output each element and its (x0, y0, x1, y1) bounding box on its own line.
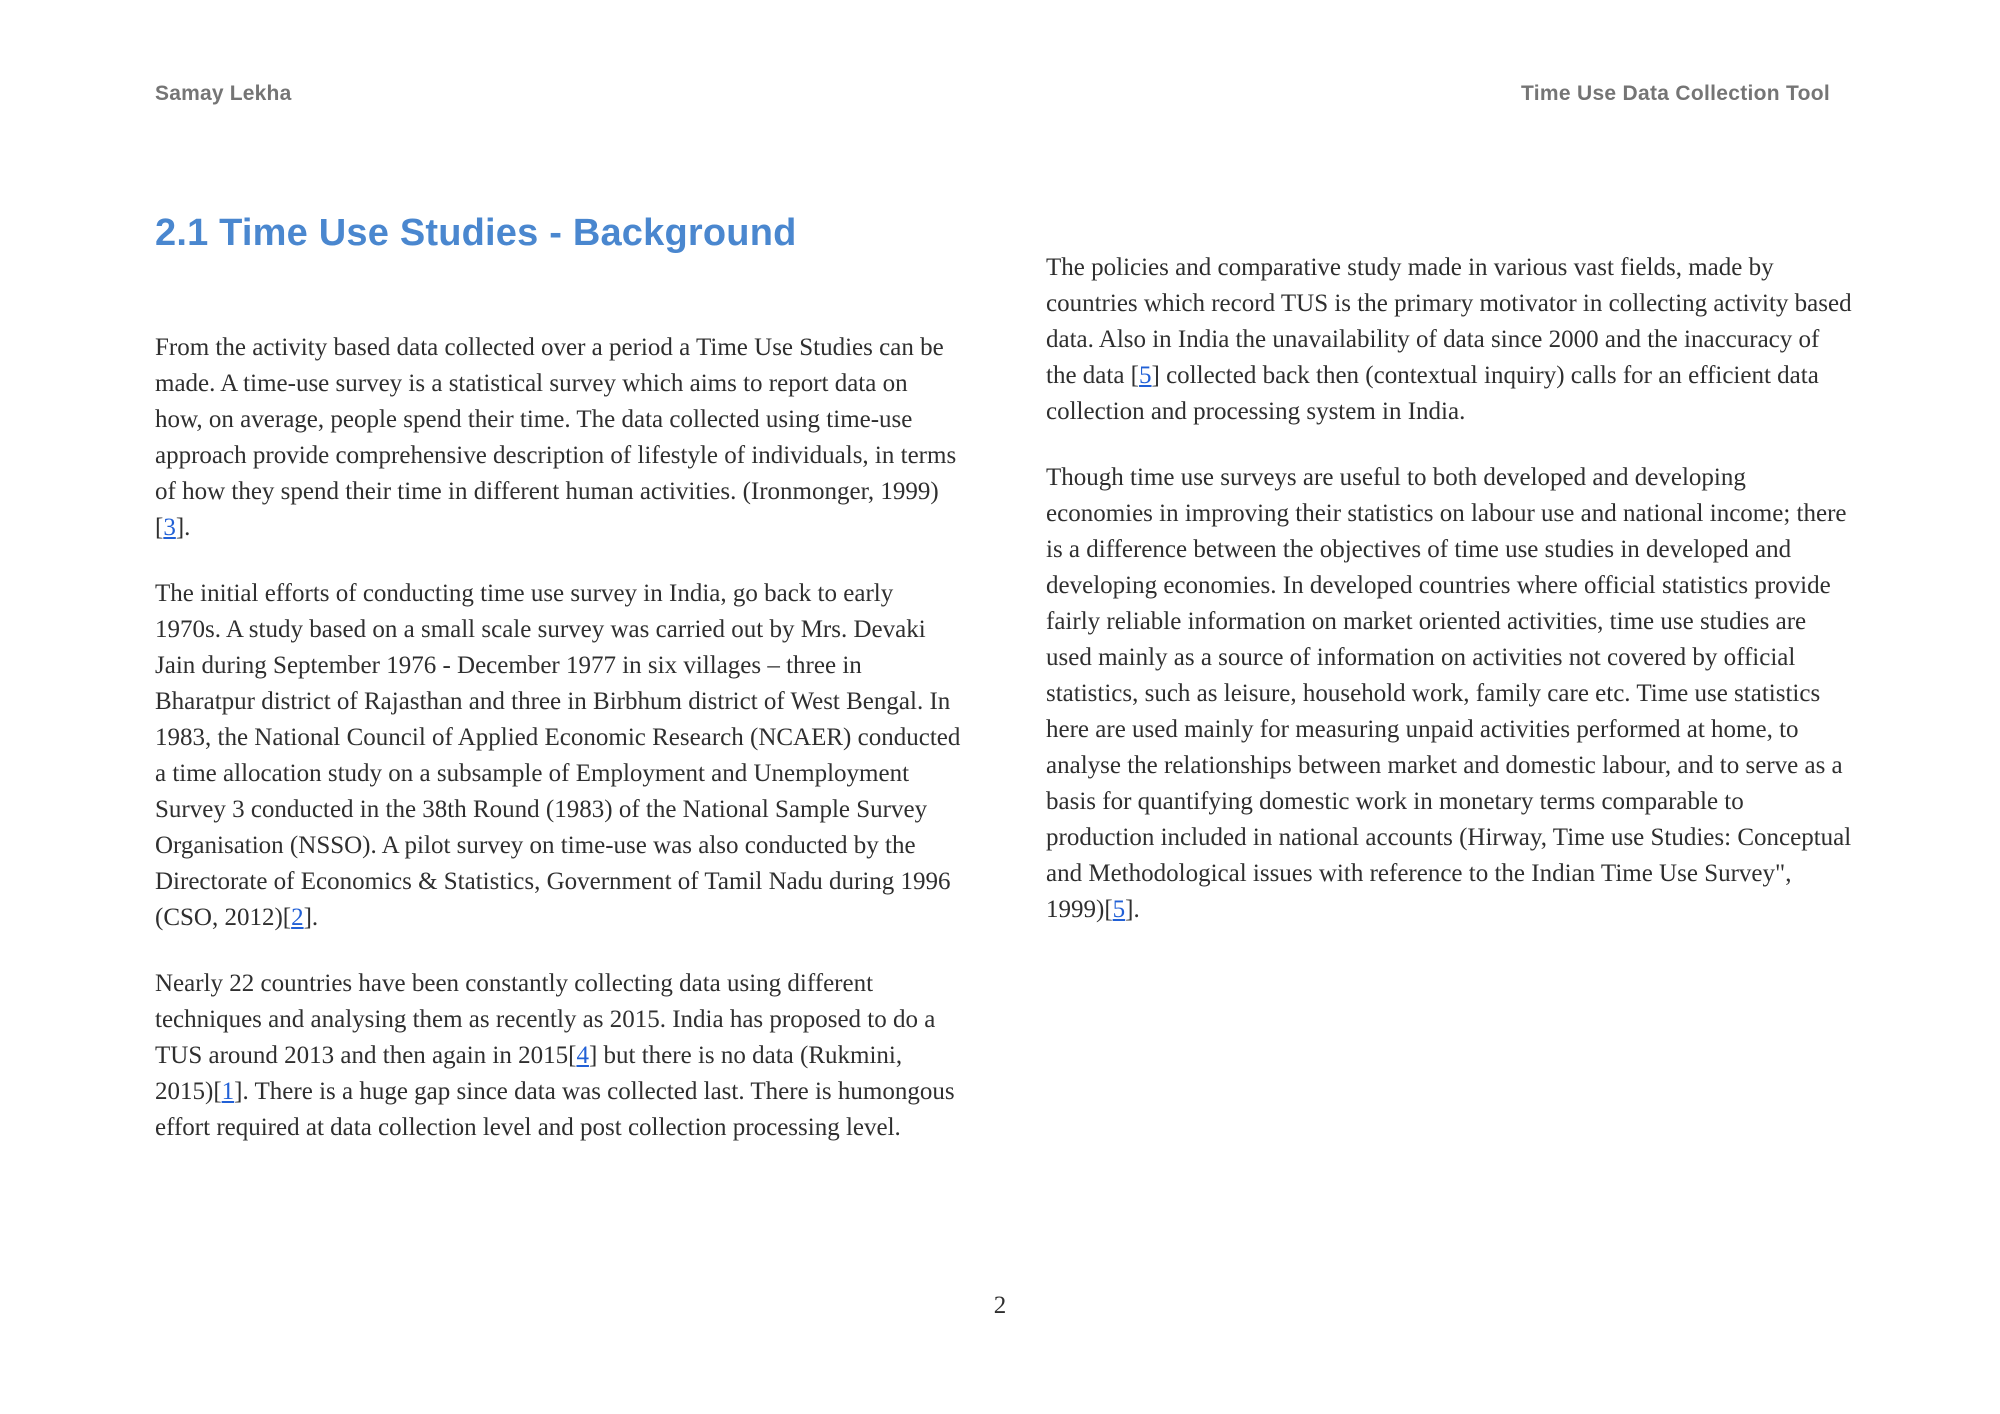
header-app-name: Samay Lekha (155, 82, 292, 105)
paragraph (155, 576, 961, 936)
text-run: Nearly 22 countries have been constantly collecting data using different techniques and analysing them as recently as 2015. India has proposed to do a TUS around 2013 and then again in 2015[ (155, 970, 936, 1069)
citation-link[interactable]: 4 (576, 1042, 589, 1069)
text-run: The initial efforts of conducting time use survey in India, go back to early 1970s. A study based on a small scale survey was carried out by Mrs. Devaki Jain during September 1976 - December 1977 in six villages – three in Bharatpur district of Rajasthan and three in Birbhum district of West Bengal. In 1983, the National Council of Applied Economic Research (NCAER) conducted a time allocation study on a subsample of Employment and Unemployment Survey 3 conducted in the 38th Round (1983) of the National Sample Survey Organisation (NSSO). A pilot survey on time-use was also conducted by the Directorate of Economics & Statistics, Government of Tamil Nadu during 1996 (CSO, 2012)[ (155, 580, 961, 931)
page-number: 2 (993, 1292, 1007, 1319)
citation-link[interactable]: 5 (1112, 896, 1126, 923)
paragraph (1046, 250, 1852, 430)
text-run: ]. (1125, 896, 1140, 923)
text-run: ] collected back then (contextual inquiry) calls for an efficient data collection and processing system in India. (1046, 362, 1819, 425)
text-run: The policies and comparative study made in various vast fields, made by countries which record TUS is the primary motivator in collecting activity based data. Also in India the unavailability of data since 2000 and the inaccuracy of the data [ (1046, 254, 1852, 389)
paragraph (155, 330, 961, 546)
citation-link[interactable]: 3 (163, 514, 176, 541)
section-title: 2.1 Time Use Studies - Background (155, 212, 797, 254)
text-column-left (155, 330, 961, 1176)
citation-link[interactable]: 5 (1139, 362, 1152, 389)
citation-link[interactable]: 1 (221, 1078, 235, 1105)
header-doc-title: Time Use Data Collection Tool (1521, 82, 1830, 105)
paragraph (1046, 460, 1852, 928)
text-run: ]. (303, 904, 319, 931)
text-run: ] but there is no data (Rukmini, 2015)[ (155, 1042, 903, 1105)
paragraph (155, 966, 961, 1146)
citation-link[interactable]: 2 (291, 904, 304, 931)
text-run: ]. There is a huge gap since data was collected last. There is humongous effort required at data collection level and post collection processing level. (155, 1078, 955, 1141)
text-run: ]. (175, 514, 191, 541)
text-run: Though time use surveys are useful to both developed and developing economies in improving their statistics on labour use and national income; there is a difference between the objectives of time use studies in developed and developing economies. In developed countries where official statistics provide fairly reliable information on market oriented activities, time use studies are used mainly as a source of information on activities not covered by official statistics, such as leisure, household work, family care etc. Time use statistics here are used mainly for measuring unpaid activities performed at home, to analyse the relationships between market and domestic labour, and to serve as a basis for quantifying domestic work in monetary terms comparable to production included in national accounts (Hirway, Time use Studies: Conceptual and Methodological issues with reference to the Indian Time Use Survey", 1999)[ (1046, 464, 1852, 923)
text-column-right (1046, 250, 1852, 958)
text-run: From the activity based data collected over a period a Time Use Studies can be made. A time-use survey is a statistical survey which aims to report data on how, on average, people spend their time. The data collected using time-use approach provide comprehensive description of lifestyle of individuals, in terms of how they spend their time in different human activities. (Ironmonger, 1999)[ (155, 334, 957, 541)
